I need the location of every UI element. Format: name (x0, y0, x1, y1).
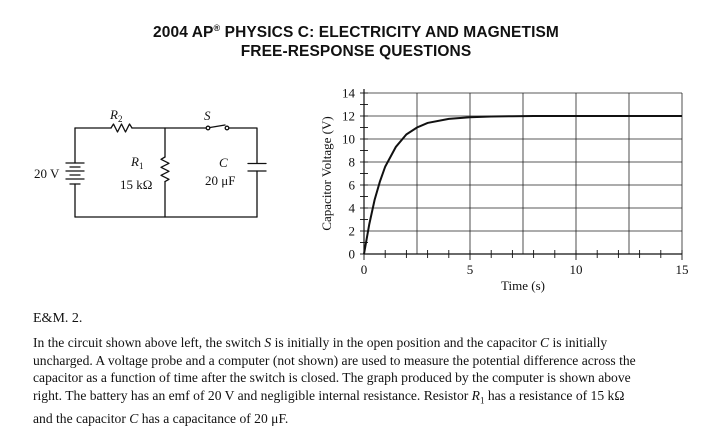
chart-tick-labels (342, 86, 689, 278)
page-subtitle: FREE-RESPONSE QUESTIONS (240, 43, 472, 60)
y-tick-label: 14 (342, 85, 355, 101)
problem-text (33, 334, 701, 428)
title-main: 2004 AP (153, 24, 214, 41)
x-tick-label: 5 (466, 262, 474, 277)
battery-label: 20 V (34, 166, 60, 181)
x-axis-label: Time (s) (501, 278, 545, 293)
problem-line-3: capacitor as a function of time after the switch is closed. The graph produced by the computer is shown above (33, 370, 631, 386)
problem-line-2: uncharged. A voltage probe and a computer (not shown) are used to measure the potential difference across the (33, 352, 636, 368)
y-tick-label: 6 (348, 177, 355, 193)
problem-label: E&M. 2. (33, 311, 83, 326)
r2-label: $R_2$ (110, 107, 123, 124)
title-subject: PHYSICS C: ELECTRICITY AND MAGNETISM (220, 24, 559, 41)
c-label: C (219, 155, 228, 170)
y-tick-label: 8 (348, 154, 355, 170)
problem-line-1: In the circuit shown above left, the switch S is initially in the open position and the capacitor C is initially (33, 335, 608, 350)
c-value: 20 μF (205, 173, 236, 188)
y-axis-label: Capacitor Voltage (V) (319, 116, 334, 231)
x-tick-label: 10 (569, 262, 583, 277)
switch-label: S (204, 108, 211, 123)
y-tick-label: 0 (348, 246, 355, 262)
x-tick-label: 15 (675, 262, 689, 277)
r1-label: $R_1$ (131, 154, 144, 171)
r1-value: 15 kΩ (120, 177, 153, 192)
chart-grid (364, 93, 682, 254)
registered-mark: ® (213, 23, 221, 33)
chart-axes (360, 89, 682, 260)
x-tick-label: 0 (360, 262, 368, 277)
y-tick-label: 12 (342, 108, 355, 124)
y-tick-label: 2 (348, 223, 355, 239)
problem-line-4: right. The battery has an emf of 20 V and negligible internal resistance. Resistor $R_1$ has a resistance of 15 kΩ (33, 387, 625, 406)
problem-line-5: and the capacitor C has a capacitance of 20 μF. (33, 411, 289, 427)
y-tick-label: 4 (348, 200, 355, 216)
y-tick-label: 10 (342, 131, 355, 147)
